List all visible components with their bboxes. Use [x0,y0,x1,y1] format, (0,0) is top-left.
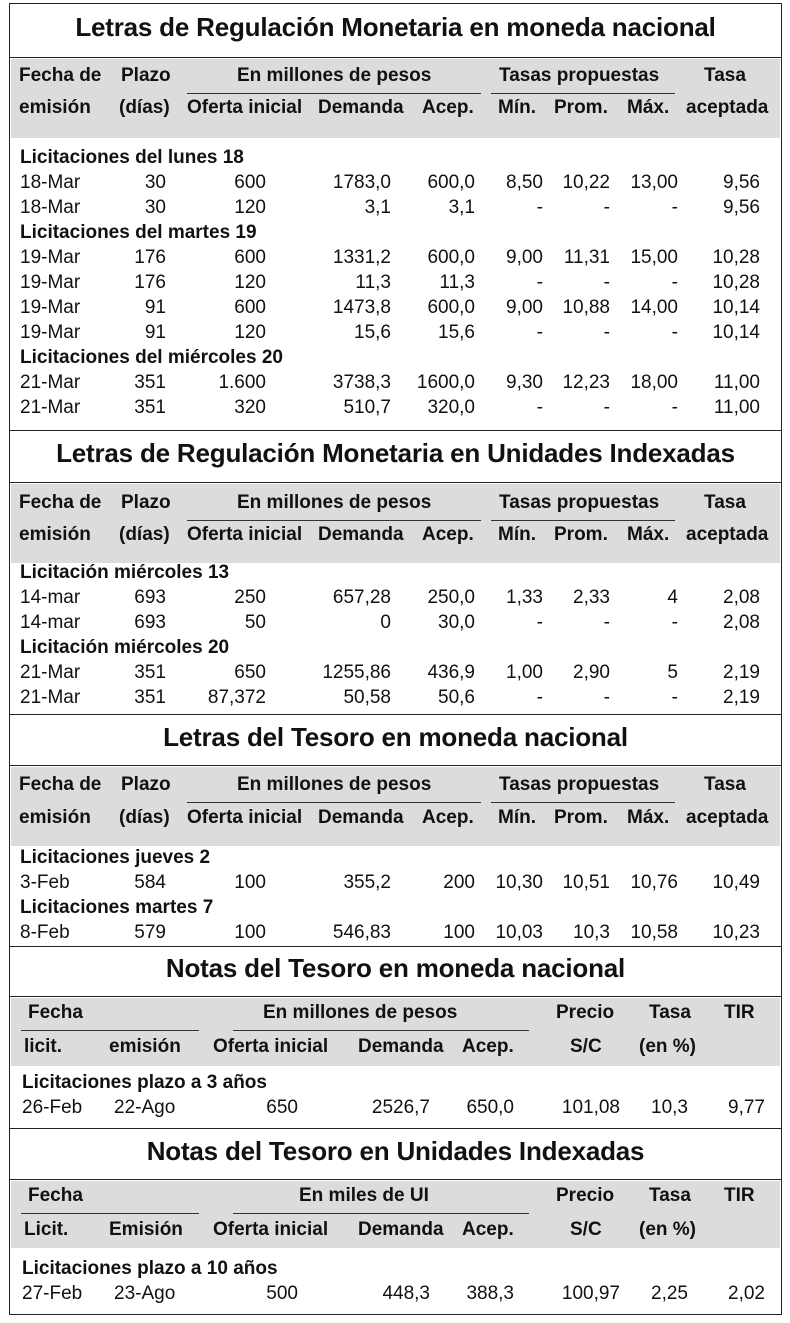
group-label: Licitaciones del martes 19 [20,222,257,243]
col-millones: En millones de pesos [263,1002,458,1023]
cell-demanda: 15,6 [354,322,391,343]
section3-title: Letras del Tesoro en moneda nacional [163,722,628,752]
section1-title: Letras de Regulación Monetaria en moneda nacional [75,12,716,42]
cell-fecha: 19-Mar [20,297,81,318]
col-aceptada: aceptada [686,97,769,118]
cell-acep: 15,6 [438,322,475,343]
cell-demanda: 510,7 [343,397,391,418]
cell-tasa: 10,28 [712,247,760,268]
cell-min: 10,03 [495,922,543,943]
cell-tasa: 11,00 [713,372,760,393]
cell-oferta: 600 [234,247,266,268]
cell-oferta: 120 [234,197,266,218]
cell-fecha: 14-mar [20,587,81,608]
cell-precio: 100,97 [561,1283,620,1304]
underline [233,1030,529,1031]
col-tasa: Tasa [649,1002,691,1023]
col-millones: En millones de pesos [237,492,432,513]
cell-oferta: 250 [234,587,266,608]
cell-min: - [536,322,543,343]
cell-tasa: 2,19 [723,662,760,683]
col-fecha: Fecha [28,1185,83,1206]
cell-fecha: 21-Mar [20,372,81,393]
cell-fecha: 14-mar [20,612,81,633]
col-emision: emisión [109,1036,181,1057]
col-tasa: Tasa [704,492,746,513]
cell-tasa: 9,56 [723,197,760,218]
cell-fecha: 19-Mar [20,272,81,293]
cell-acep: 600,0 [427,247,475,268]
col-sc: S/C [570,1219,602,1240]
col-prom: Prom. [554,524,608,545]
cell-oferta: 500 [266,1283,298,1304]
cell-tasa: 10,3 [651,1097,688,1118]
section4-header [11,998,780,1066]
underline [187,93,481,94]
cell-acep: 388,3 [466,1283,514,1304]
col-tir: TIR [724,1185,755,1206]
col-tir: TIR [724,1002,755,1023]
col-plazo: Plazo [121,65,171,86]
cell-prom: 10,51 [562,872,610,893]
col-acep: Acep. [422,524,474,545]
col-fecha-de: Fecha de [19,65,102,86]
col-tasa: Tasa [704,774,746,795]
cell-plazo: 351 [134,372,166,393]
cell-prom: - [603,612,610,633]
cell-fecha: 19-Mar [20,247,81,268]
cell-tasa: 2,08 [723,612,760,633]
section2-title: Letras de Regulación Monetaria en Unidades Indexadas [56,438,735,468]
col-demanda: Demanda [318,97,404,118]
col-emision: Emisión [109,1219,183,1240]
cell-max: - [671,197,678,218]
col-plazo: Plazo [121,492,171,513]
cell-acep: 11,3 [439,272,475,293]
col-acep: Acep. [422,807,474,828]
underline [491,802,675,803]
cell-demanda: 355,2 [343,872,391,893]
col-min: Mín. [498,807,536,828]
col-millones: En millones de pesos [237,774,432,795]
cell-oferta: 100 [234,922,266,943]
cell-demanda: 3738,3 [332,372,391,393]
cell-max: - [671,687,678,708]
cell-max: 13,00 [630,172,678,193]
col-prom: Prom. [554,807,608,828]
col-licit: Licit. [24,1219,69,1240]
cell-prom: 12,23 [562,372,610,393]
cell-tasa: 2,25 [651,1283,688,1304]
cell-tir: 9,77 [728,1097,765,1118]
group-label: Licitaciones del miércoles 20 [20,347,283,368]
cell-demanda: 2526,7 [371,1097,430,1118]
section2-header [11,484,780,563]
cell-demanda: 1473,8 [332,297,391,318]
col-dias: (días) [119,524,170,545]
group-label: Licitaciones martes 7 [20,897,214,918]
cell-oferta: 600 [234,172,266,193]
cell-acep: 50,6 [438,687,475,708]
col-aceptada: aceptada [686,807,769,828]
cell-max: 10,76 [630,872,678,893]
cell-min: 10,30 [495,872,543,893]
col-fecha-de: Fecha de [19,492,102,513]
cell-demanda: 1255,86 [322,662,391,683]
cell-demanda: 657,28 [332,587,391,608]
cell-oferta: 320 [234,397,266,418]
cell-tasa: 10,23 [712,922,760,943]
cell-max: 10,58 [630,922,678,943]
col-licit: licit. [24,1036,63,1057]
col-sc: S/C [570,1036,602,1057]
cell-fecha: 21-Mar [20,687,81,708]
col-fecha: Fecha [28,1002,83,1023]
divider [9,946,782,947]
cell-plazo: 351 [134,397,166,418]
cell-tasa: 2,19 [723,687,760,708]
col-demanda: Demanda [358,1219,444,1240]
section1-header [11,59,780,138]
cell-min: - [536,397,543,418]
col-oferta: Oferta inicial [187,524,303,545]
cell-fecha: 21-Mar [20,397,81,418]
cell-oferta: 87,372 [207,687,266,708]
divider [9,1179,782,1180]
col-tasa: Tasa [649,1185,691,1206]
cell-demanda: 1783,0 [332,172,391,193]
cell-precio: 101,08 [561,1097,620,1118]
cell-fecha: 21-Mar [20,662,81,683]
cell-min: 9,00 [506,297,543,318]
col-max: Máx. [627,807,670,828]
col-aceptada: aceptada [686,524,769,545]
group-label: Licitación miércoles 13 [20,562,230,583]
underline [21,1213,199,1214]
cell-fecha-emision: 22-Ago [114,1097,176,1118]
col-miles-ui: En miles de UI [299,1185,429,1206]
cell-tasa: 10,49 [712,872,760,893]
col-demanda: Demanda [318,524,404,545]
cell-acep: 1600,0 [416,372,475,393]
cell-oferta: 100 [234,872,266,893]
col-oferta: Oferta inicial [187,807,303,828]
cell-fecha-emision: 23-Ago [114,1283,176,1304]
cell-demanda: 0 [380,612,391,633]
col-tasa: Tasa [704,65,746,86]
col-tasas: Tasas propuestas [499,492,660,513]
cell-fecha: 19-Mar [20,322,81,343]
col-acep: Acep. [462,1219,514,1240]
col-emision: emisión [19,97,91,118]
col-oferta: Oferta inicial [187,97,303,118]
col-precio: Precio [556,1185,615,1206]
col-oferta: Oferta inicial [213,1219,329,1240]
divider [9,714,782,715]
col-acep: Acep. [422,97,474,118]
underline [21,1030,199,1031]
cell-plazo: 351 [134,687,166,708]
cell-plazo: 693 [134,587,166,608]
cell-fecha-licit: 27-Feb [22,1283,83,1304]
underline [233,1213,529,1214]
underline [187,802,481,803]
col-demanda: Demanda [358,1036,444,1057]
cell-prom: - [603,197,610,218]
col-prom: Prom. [554,97,608,118]
cell-prom: - [603,322,610,343]
col-demanda: Demanda [318,807,404,828]
group-label: Licitaciones jueves 2 [20,847,211,868]
cell-plazo: 176 [134,272,166,293]
cell-tasa: 11,00 [713,397,760,418]
cell-oferta: 1.600 [218,372,266,393]
cell-demanda: 50,58 [343,687,391,708]
cell-max: 4 [667,587,678,608]
col-dias: (días) [119,97,170,118]
cell-demanda: 3,1 [364,197,391,218]
group-label: Licitación miércoles 20 [20,637,230,658]
cell-plazo: 351 [134,662,166,683]
divider [9,430,782,431]
group-label: Licitaciones plazo a 3 años [22,1072,267,1093]
cell-oferta: 120 [234,322,266,343]
cell-tir: 2,02 [728,1283,765,1304]
section5-title: Notas del Tesoro en Unidades Indexadas [146,1136,645,1166]
cell-fecha-licit: 26-Feb [22,1097,83,1118]
col-max: Máx. [627,524,670,545]
cell-max: - [671,272,678,293]
cell-fecha: 18-Mar [20,197,81,218]
cell-tasa: 10,28 [712,272,760,293]
cell-min: - [536,272,543,293]
cell-tasa: 10,14 [712,297,760,318]
group-label: Licitaciones del lunes 18 [20,147,244,168]
col-en-pct: (en %) [639,1219,696,1240]
col-min: Mín. [498,97,536,118]
section4-title: Notas del Tesoro en moneda nacional [165,953,626,983]
underline [187,520,481,521]
divider [9,1128,782,1129]
cell-oferta: 600 [234,297,266,318]
cell-acep: 436,9 [427,662,475,683]
cell-acep: 30,0 [438,612,475,633]
cell-min: - [536,687,543,708]
col-acep: Acep. [462,1036,514,1057]
cell-acep: 320,0 [427,397,475,418]
cell-plazo: 30 [144,172,166,193]
cell-demanda: 448,3 [382,1283,430,1304]
cell-prom: - [603,687,610,708]
divider [9,57,782,58]
cell-plazo: 30 [144,197,166,218]
cell-demanda: 546,83 [332,922,391,943]
cell-acep: 200 [443,872,475,893]
cell-acep: 100 [443,922,475,943]
cell-prom: 10,3 [573,922,610,943]
cell-tasa: 9,56 [723,172,760,193]
cell-min: - [536,197,543,218]
underline [491,93,675,94]
cell-min: 1,33 [506,587,543,608]
col-plazo: Plazo [121,774,171,795]
divider [9,765,782,766]
cell-max: 15,00 [630,247,678,268]
cell-plazo: 584 [134,872,166,893]
col-fecha-de: Fecha de [19,774,102,795]
cell-prom: 2,33 [573,587,610,608]
cell-plazo: 91 [144,322,166,343]
cell-acep: 650,0 [466,1097,514,1118]
cell-max: 18,00 [630,372,678,393]
section3-header [11,767,780,846]
cell-min: 8,50 [506,172,543,193]
cell-max: 14,00 [630,297,678,318]
cell-tasa: 2,08 [723,587,760,608]
col-dias: (días) [119,807,170,828]
col-emision: emisión [19,524,91,545]
col-millones: En millones de pesos [237,65,432,86]
col-min: Mín. [498,524,536,545]
cell-prom: 10,22 [562,172,610,193]
col-emision: emisión [19,807,91,828]
cell-acep: 600,0 [427,172,475,193]
cell-max: - [671,397,678,418]
cell-demanda: 11,3 [355,272,391,293]
cell-prom: - [603,272,610,293]
cell-oferta: 650 [234,662,266,683]
group-label: Licitaciones plazo a 10 años [22,1258,278,1279]
cell-demanda: 1331,2 [332,247,391,268]
divider [9,482,782,483]
col-tasas: Tasas propuestas [499,65,660,86]
cell-fecha: 8-Feb [20,922,70,943]
section5-header [11,1181,780,1248]
cell-prom: 2,90 [573,662,610,683]
cell-plazo: 176 [134,247,166,268]
cell-plazo: 579 [134,922,166,943]
cell-min: 9,00 [506,247,543,268]
cell-tasa: 10,14 [712,322,760,343]
col-max: Máx. [627,97,670,118]
col-oferta: Oferta inicial [213,1036,329,1057]
cell-max: - [671,612,678,633]
cell-plazo: 693 [134,612,166,633]
cell-oferta: 50 [244,612,266,633]
cell-plazo: 91 [144,297,166,318]
cell-prom: 11,31 [563,247,610,268]
cell-oferta: 650 [266,1097,298,1118]
cell-min: 1,00 [506,662,543,683]
cell-max: - [671,322,678,343]
cell-min: - [536,612,543,633]
divider [9,996,782,997]
cell-oferta: 120 [234,272,266,293]
cell-fecha: 18-Mar [20,172,81,193]
cell-prom: - [603,397,610,418]
cell-acep: 250,0 [427,587,475,608]
underline [491,520,675,521]
col-en-pct: (en %) [639,1036,696,1057]
cell-acep: 600,0 [427,297,475,318]
col-tasas: Tasas propuestas [499,774,660,795]
cell-max: 5 [667,662,678,683]
col-precio: Precio [556,1002,615,1023]
cell-prom: 10,88 [562,297,610,318]
cell-fecha: 3-Feb [20,872,70,893]
cell-min: 9,30 [506,372,543,393]
cell-acep: 3,1 [448,197,475,218]
